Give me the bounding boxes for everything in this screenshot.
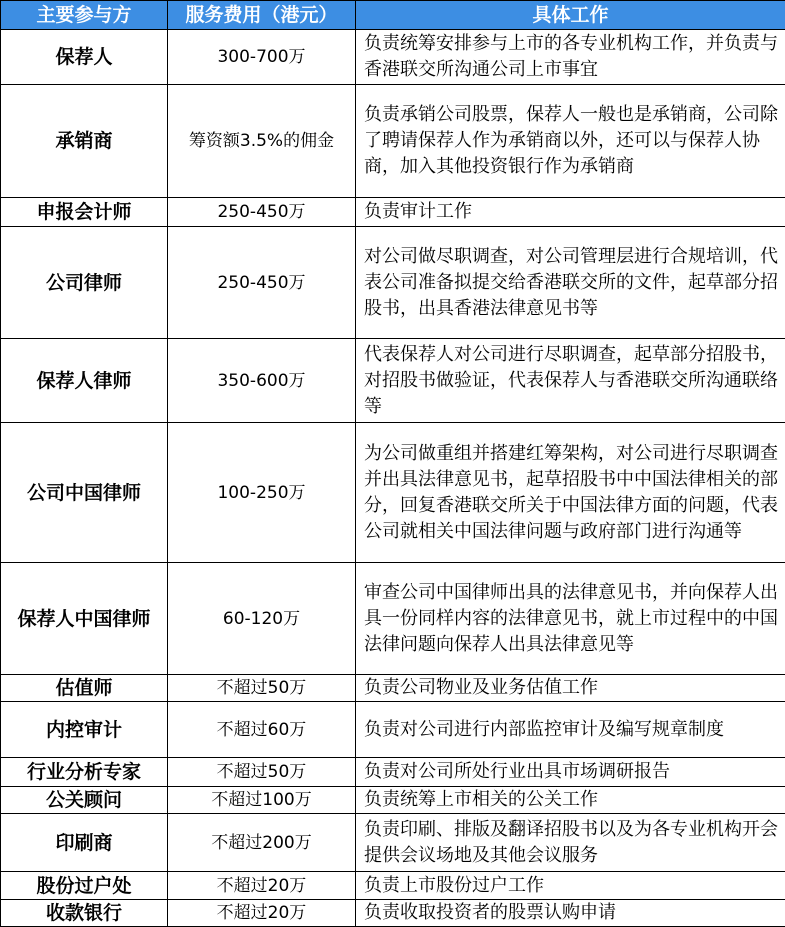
table-row (1, 900, 785, 927)
party-cell: 申报会计师 (1, 198, 168, 227)
duty-cell: 负责对公司进行内部监控审计及编写规章制度 (356, 702, 785, 758)
header-row (1, 1, 785, 30)
party-cell: 股份过户处 (1, 872, 168, 900)
party-cell: 估值师 (1, 675, 168, 702)
duty-cell: 为公司做重组并搭建红筹架构，对公司进行尽职调查并出具法律意见书，起草招股书中中国法律相关的部分，回复香港联交所关于中国法律方面的问题，代表公司就相关中国法律问题与政府部门进行沟通等 (356, 423, 785, 563)
table-row (1, 702, 785, 758)
table-row (1, 30, 785, 85)
duty-cell: 负责审计工作 (356, 198, 785, 227)
party-cell: 保荐人律师 (1, 339, 168, 423)
table-row (1, 872, 785, 900)
duty-cell: 负责公司物业及业务估值工作 (356, 675, 785, 702)
party-cell: 收款银行 (1, 900, 168, 927)
header-fee: 服务费用（港元） (168, 1, 356, 30)
fee-cell: 不超过60万 (168, 702, 356, 758)
duty-cell: 负责对公司所处行业出具市场调研报告 (356, 758, 785, 787)
party-cell: 承销商 (1, 85, 168, 198)
fee-cell: 不超过200万 (168, 814, 356, 872)
fee-cell: 不超过20万 (168, 872, 356, 900)
duty-cell: 负责印刷、排版及翻译招股书以及为各专业机构开会提供会议场地及其他会议服务 (356, 814, 785, 872)
table-row (1, 339, 785, 423)
party-cell: 公司中国律师 (1, 423, 168, 563)
duty-cell: 对公司做尽职调查，对公司管理层进行合规培训，代表公司准备拟提交给香港联交所的文件，起草部分招股书，出具香港法律意见书等 (356, 227, 785, 339)
party-cell: 保荐人 (1, 30, 168, 85)
party-cell: 内控审计 (1, 702, 168, 758)
fee-cell: 100-250万 (168, 423, 356, 563)
party-cell: 保荐人中国律师 (1, 563, 168, 675)
duty-cell: 审查公司中国律师出具的法律意见书，并向保荐人出具一份同样内容的法律意见书，就上市过程中的中国法律问题向保荐人出具法律意见等 (356, 563, 785, 675)
duty-cell: 负责统筹安排参与上市的各专业机构工作，并负责与香港联交所沟通公司上市事宜 (356, 30, 785, 85)
fee-cell: 300-700万 (168, 30, 356, 85)
fee-cell: 250-450万 (168, 198, 356, 227)
duty-cell: 负责收取投资者的股票认购申请 (356, 900, 785, 927)
table-row (1, 787, 785, 814)
party-cell: 公司律师 (1, 227, 168, 339)
fee-cell: 筹资额3.5%的佣金 (168, 85, 356, 198)
fee-cell: 350-600万 (168, 339, 356, 423)
fee-cell: 不超过20万 (168, 900, 356, 927)
table-row (1, 758, 785, 787)
fee-cell: 不超过50万 (168, 675, 356, 702)
fee-cell: 不超过50万 (168, 758, 356, 787)
duty-cell: 负责上市股份过户工作 (356, 872, 785, 900)
fee-cell: 250-450万 (168, 227, 356, 339)
party-cell: 行业分析专家 (1, 758, 168, 787)
duty-cell: 代表保荐人对公司进行尽职调查，起草部分招股书，对招股书做验证，代表保荐人与香港联交所沟通联络等 (356, 339, 785, 423)
fee-cell: 60-120万 (168, 563, 356, 675)
header-party: 主要参与方 (1, 1, 168, 30)
duty-cell: 负责统筹上市相关的公关工作 (356, 787, 785, 814)
table-row (1, 85, 785, 198)
fee-cell: 不超过100万 (168, 787, 356, 814)
party-cell: 公关顾问 (1, 787, 168, 814)
party-cell: 印刷商 (1, 814, 168, 872)
header-duty: 具体工作 (356, 1, 785, 30)
table-row (1, 814, 785, 872)
table-row (1, 563, 785, 675)
table-row (1, 227, 785, 339)
table-row (1, 675, 785, 702)
duty-cell: 负责承销公司股票，保荐人一般也是承销商，公司除了聘请保荐人作为承销商以外，还可以与保荐人协商，加入其他投资银行作为承销商 (356, 85, 785, 198)
table-row (1, 198, 785, 227)
table-row (1, 423, 785, 563)
